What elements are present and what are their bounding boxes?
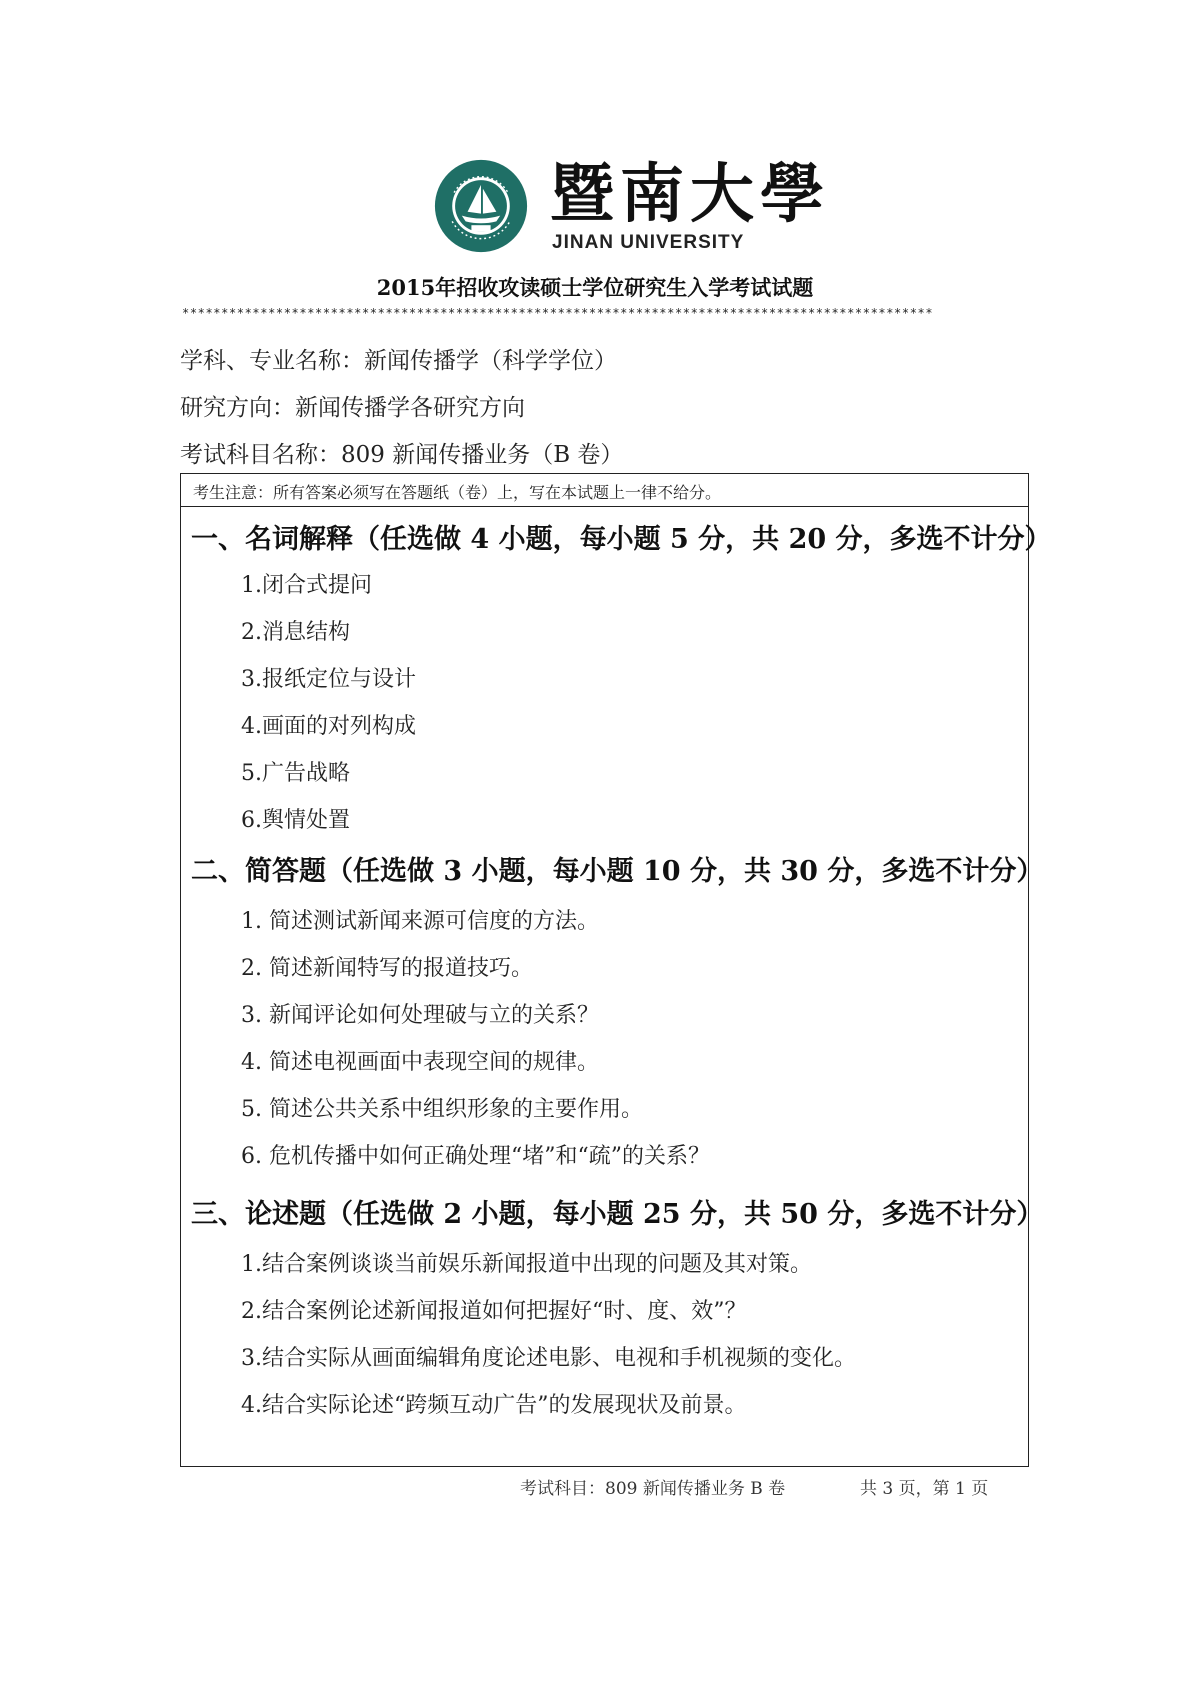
- list-item: 4.结合实际论述“跨频互动广告”的发展现状及前景。: [241, 1393, 747, 1418]
- university-logo: [433, 157, 830, 258]
- list-item: 3. 新闻评论如何处理破与立的关系？: [241, 1003, 599, 1028]
- footer-page-number: 共 3 页，第 1 页: [860, 1479, 989, 1499]
- list-item: 2.结合案例论述新闻报道如何把握好“时、度、效”？: [241, 1299, 747, 1324]
- list-item: 1.闭合式提问: [241, 573, 372, 598]
- subject-major: 学科、专业名称：新闻传播学（科学学位）: [180, 348, 617, 374]
- section-title-3: 三、论述题（任选做 2 小题，每小题 25 分，共 50 分，多选不计分）: [191, 1199, 1044, 1230]
- research-direction: 研究方向：新闻传播学各研究方向: [180, 395, 525, 421]
- list-item: 3.报纸定位与设计: [241, 667, 416, 692]
- list-item: 2.消息结构: [241, 620, 350, 645]
- list-item: 1. 简述测试新闻来源可信度的方法。: [241, 909, 599, 934]
- list-item: 1.结合案例谈谈当前娱乐新闻报道中出现的问题及其对策。: [241, 1252, 812, 1277]
- exam-title: 2015年招收攻读硕士学位研究生入学考试试题: [376, 275, 814, 300]
- footer-subject: 考试科目：809 新闻传播业务 B 卷: [520, 1479, 786, 1499]
- list-item: 6.舆情处置: [241, 808, 350, 833]
- list-item: 3.结合实际从画面编辑角度论述电影、电视和手机视频的变化。: [241, 1346, 856, 1371]
- list-item: 5. 简述公共关系中组织形象的主要作用。: [241, 1097, 643, 1122]
- candidate-notice: 考生注意：所有答案必须写在答题纸（卷）上，写在本试题上一律不给分。: [193, 483, 722, 502]
- university-name-cn: 暨南大學: [550, 157, 830, 232]
- list-item: 6. 危机传播中如何正确处理“堵”和“疏”的关系？: [241, 1144, 710, 1169]
- section-title-1: 一、名词解释（任选做 4 小题，每小题 5 分，共 20 分，多选不计分）: [191, 524, 1052, 555]
- exam-subject: 考试科目名称：809 新闻传播业务（B 卷）: [180, 442, 624, 468]
- list-item: 2. 简述新闻特写的报道技巧。: [241, 956, 533, 981]
- question-box: [180, 473, 1052, 1467]
- notice-row: [181, 474, 1028, 507]
- list-item: 4. 简述电视画面中表现空间的规律。: [241, 1050, 599, 1075]
- university-name-en: JINAN UNIVERSITY: [552, 232, 745, 253]
- list-item: 4.画面的对列构成: [241, 714, 416, 739]
- list-item: 5.广告战略: [241, 761, 350, 786]
- section-title-2: 二、简答题（任选做 3 小题，每小题 10 分，共 30 分，多选不计分）: [191, 856, 1044, 887]
- star-separator: ************************************************************************************************: [182, 306, 934, 320]
- university-seal-icon: [433, 158, 529, 254]
